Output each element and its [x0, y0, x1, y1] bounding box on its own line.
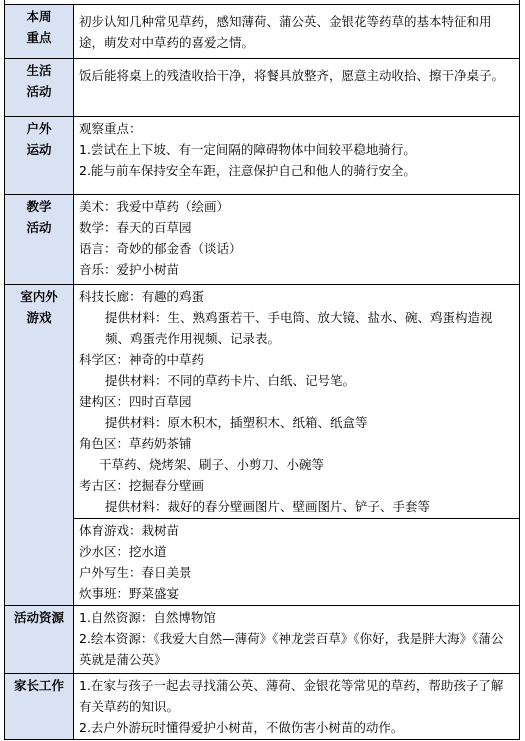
row-label-games — [5, 285, 74, 606]
row-label-life — [5, 59, 74, 117]
content-line: 2.去户外游玩时懂得爱护小树苗，不做伤害小树苗的动作。 — [79, 720, 404, 735]
row-label-line: 游戏 — [26, 310, 52, 325]
content-line: 语言：奇妙的郁金香（谈话） — [79, 241, 242, 256]
row-label-resources — [5, 606, 74, 674]
row-label-teaching — [5, 195, 74, 285]
content-line: 初步认知几种常见草药，感知薄荷、蒲公英、金银花等药草的基本特征和用途，萌发对中草药的喜爱之情。 — [79, 14, 492, 50]
content-line: 美术：我爱中草药（绘画） — [79, 199, 230, 214]
row-label-line: 家长工作 — [13, 678, 64, 693]
content-line: 考古区：挖掘春分壁画 — [79, 478, 205, 493]
content-line: 沙水区：挖水道 — [79, 544, 167, 559]
row-label-parents — [5, 674, 74, 740]
content-line: 提供材料：原木积木，插塑积木、纸箱、纸盒等 — [105, 415, 368, 430]
row-label-line: 活动 — [26, 220, 52, 235]
content-line: 科技长廊：有趣的鸡蛋 — [79, 289, 205, 304]
content-line: 提供材料：不同的草药卡片、白纸、记号笔。 — [105, 373, 356, 388]
content-line: 1.在家与孩子一起去寻找蒲公英、薄荷、金银花等常见的草药，帮助孩子了解有关草药的知识。 — [79, 678, 504, 714]
row-outdoor-sports — [5, 117, 520, 195]
row-label-focus — [5, 5, 74, 59]
row-label-line: 活动 — [26, 84, 52, 99]
row-games-outdoor — [5, 519, 520, 606]
content-line: 户外写生：春日美景 — [79, 565, 192, 580]
content-line: 1.自然资源：自然博物馆 — [79, 610, 216, 625]
row-content-focus — [74, 5, 520, 59]
row-content-parents — [74, 674, 520, 740]
row-label-line: 活动资源 — [13, 610, 64, 625]
content-line: 数学：春天的百草园 — [79, 220, 192, 235]
row-content-games-outdoor — [74, 519, 520, 606]
row-label-line: 生活 — [26, 63, 52, 78]
row-label-line: 运动 — [26, 142, 52, 157]
content-line: 2.能与前车保持安全车距，注意保护自己和他人的骑行安全。 — [79, 163, 416, 178]
row-life — [5, 59, 520, 117]
content-line: 角色区：草药奶茶铺 — [79, 436, 192, 451]
content-line: 科学区：神奇的中草药 — [79, 352, 205, 367]
content-line: 2.绘本资源：《我爱大自然—薄荷》《神龙尝百草》《你好，我是胖大海》《蒲公英就是蒲公英》 — [79, 631, 504, 667]
row-label-line: 教学 — [26, 199, 52, 214]
row-label-line: 重点 — [26, 30, 52, 45]
row-content-teaching — [74, 195, 520, 285]
row-content-games-indoor — [74, 285, 520, 519]
weekly-plan-table — [4, 4, 520, 740]
content-line: 干草药、烧烤架、刷子、小剪刀、小碗等 — [99, 457, 325, 472]
row-label-line: 室内外 — [20, 289, 58, 304]
row-content-life — [74, 59, 520, 117]
content-line: 音乐：爱护小树苗 — [79, 262, 180, 277]
row-content-resources — [74, 606, 520, 674]
row-content-outdoor-sports — [74, 117, 520, 195]
content-line: 提供材料：裁好的春分壁画图片、壁画图片、铲子、手套等 — [105, 499, 431, 514]
row-label-line: 本周 — [26, 9, 52, 24]
content-line: 炊事班：野菜盛宴 — [79, 586, 180, 601]
row-focus — [5, 5, 520, 59]
content-line: 饭后能将桌上的残渣收拾干净，将餐具放整齐，愿意主动收拾、擦干净桌子。 — [79, 68, 505, 83]
content-line: 提供材料：生、熟鸡蛋若干、手电筒、放大镜、盐水、碗、鸡蛋构造视频、鸡蛋壳作用视频、记录表。 — [105, 310, 493, 346]
content-line: 观察重点： — [79, 121, 142, 136]
row-games-indoor — [5, 285, 520, 519]
row-teaching — [5, 195, 520, 285]
row-parents — [5, 674, 520, 740]
content-line: 建构区：四时百草园 — [79, 394, 192, 409]
row-label-line: 户外 — [26, 121, 52, 136]
content-line: 1.尝试在上下坡、有一定间隔的障碍物体中间较平稳地骑行。 — [79, 142, 416, 157]
content-line: 体育游戏：栽树苗 — [79, 523, 180, 538]
row-label-outdoor-sports — [5, 117, 74, 195]
row-resources — [5, 606, 520, 674]
